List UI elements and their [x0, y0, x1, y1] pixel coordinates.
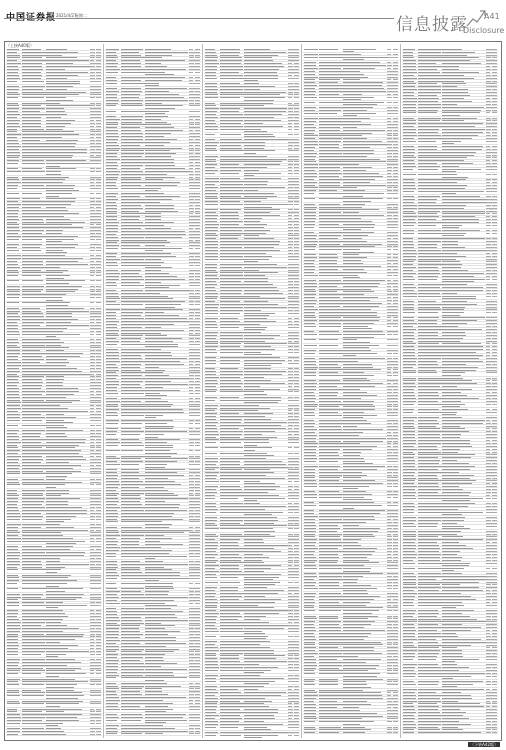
disclosure-column-2: [105, 48, 201, 738]
disclosure-column-5: [402, 48, 498, 738]
newspaper-masthead: 中国证券报: [6, 13, 57, 23]
disclosure-row: [303, 732, 399, 735]
trend-arrow-icon: [466, 8, 486, 28]
continued-to-label: （下转A42版）: [470, 742, 498, 747]
column-divider: [202, 44, 203, 738]
disclosure-row: [105, 733, 201, 736]
column-divider: [301, 44, 302, 738]
page-number: A41: [484, 12, 500, 21]
section-title: 信息披露: [396, 15, 468, 35]
disclosure-row: [204, 734, 300, 738]
column-divider: [103, 44, 104, 738]
disclosure-row: [402, 732, 498, 735]
disclosure-column-4: [303, 48, 399, 738]
page-header: [0, 0, 506, 40]
column-divider: [400, 44, 401, 738]
publish-date: 2021/4/27: [56, 13, 77, 18]
weekday: 星期二: [75, 13, 87, 18]
continued-from-label: （上接A40版）: [6, 43, 34, 48]
disclosure-column-3: [204, 48, 300, 738]
disclosure-column-1: [6, 48, 102, 738]
header-rule: [4, 18, 394, 19]
disclosure-row: [6, 733, 102, 736]
section-title-english: Disclosure: [463, 26, 505, 35]
